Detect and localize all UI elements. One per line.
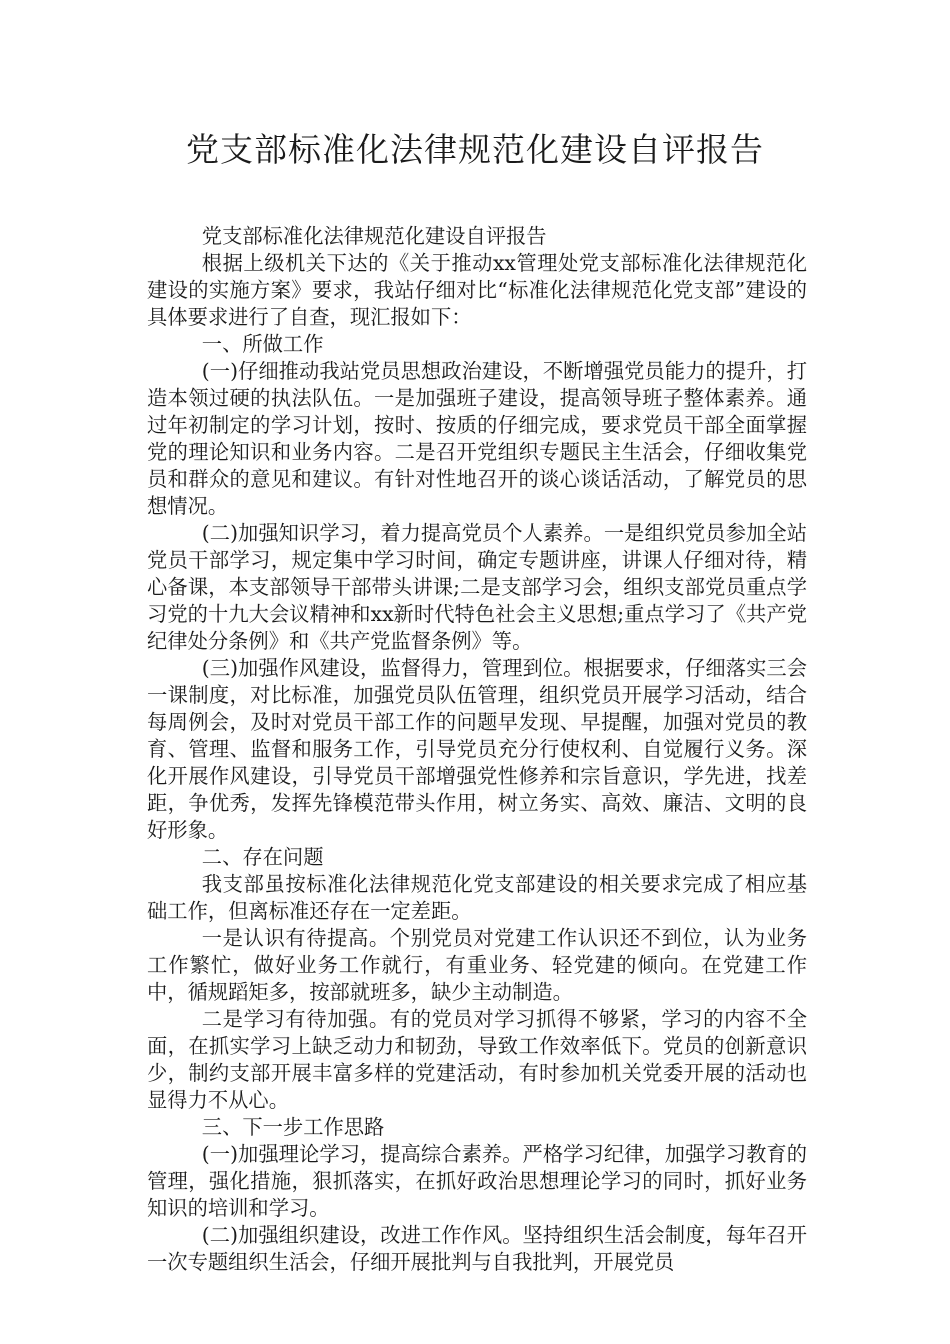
paragraph-work-item-1: (一)仔细推动我站党员思想政治建设，不断增强党员能力的提升，打造本领过硬的执法队伍。一是加强班子建设，提高领导班子整体素养。通过年初制定的学习计划，按时、按质的仔细完成，要求党员干部全面掌握党的理论知识和业务内容。二是召开党组织专题民主生活会，仔细收集党员和群众的意见和建议。有针对性地召开的谈心谈话活动，了解党员的思想情况。 <box>147 359 807 518</box>
paragraph-problem-2: 二是学习有待加强。有的党员对学习抓得不够紧，学习的内容不全面，在抓实学习上缺乏动力和韧劲，导致工作效率低下。党员的创新意识少，制约支部开展丰富多样的党建活动，有时参加机关党委开展的活动也显得力不从心。 <box>147 1007 807 1112</box>
paragraph-subtitle: 党支部标准化法律规范化建设自评报告 <box>201 224 547 248</box>
section-heading-work-done: 一、所做工作 <box>201 332 324 356</box>
paragraph-next-step-1: (一)加强理论学习，提高综合素养。严格学习纪律，加强学习教育的管理，强化措施，狠抓落实，在抓好政治思想理论学习的同时，抓好业务知识的培训和学习。 <box>147 1142 807 1220</box>
paragraph-next-step-2: (二)加强组织建设，改进工作作风。坚持组织生活会制度，每年召开一次专题组织生活会，仔细开展批判与自我批判，开展党员 <box>147 1223 807 1274</box>
paragraph-work-item-3: (三)加强作风建设，监督得力，管理到位。根据要求，仔细落实三会一课制度，对比标准，加强党员队伍管理，组织党员开展学习活动，结合每周例会，及时对党员干部工作的问题早发现、早提醒，加强对党员的教育、管理、监督和服务工作，引导党员充分行使权利、自觉履行义务。深化开展作风建设，引导党员干部增强党性修养和宗旨意识，学先进，找差距，争优秀，发挥先锋模范带头作用，树立务实、高效、廉洁、文明的良好形象。 <box>147 656 807 842</box>
section-heading-problems: 二、存在问题 <box>201 845 324 869</box>
document-title: 党支部标准化法律规范化建设自评报告 <box>186 130 764 169</box>
paragraph-work-item-2: (二)加强知识学习，着力提高党员个人素养。一是组织党员参加全站党员干部学习，规定集中学习时间，确定专题讲座，讲课人仔细对待，精心备课，本支部领导干部带头讲课;二是支部学习会，组织支部党员重点学习党的十九大会议精神和xx新时代特色社会主义思想;重点学习了《共产党纪律处分条例》和《共产党监督条例》等。 <box>147 521 807 653</box>
paragraph-problem-1: 一是认识有待提高。个别党员对党建工作认识还不到位，认为业务工作繁忙，做好业务工作就行，有重业务、轻党建的倾向。在党建工作中，循规蹈矩多，按部就班多，缺少主动制造。 <box>147 926 807 1004</box>
section-heading-next-steps: 三、下一步工作思路 <box>201 1115 385 1139</box>
document-body <box>147 223 807 1276</box>
paragraph-problems-intro: 我支部虽按标准化法律规范化党支部建设的相关要求完成了相应基础工作，但离标准还存在一定差距。 <box>147 872 807 923</box>
paragraph-intro: 根据上级机关下达的《关于推动xx管理处党支部标准化法律规范化建设的实施方案》要求，我站仔细对比“标准化法律规范化党支部”建设的具体要求进行了自查，现汇报如下： <box>147 251 807 329</box>
